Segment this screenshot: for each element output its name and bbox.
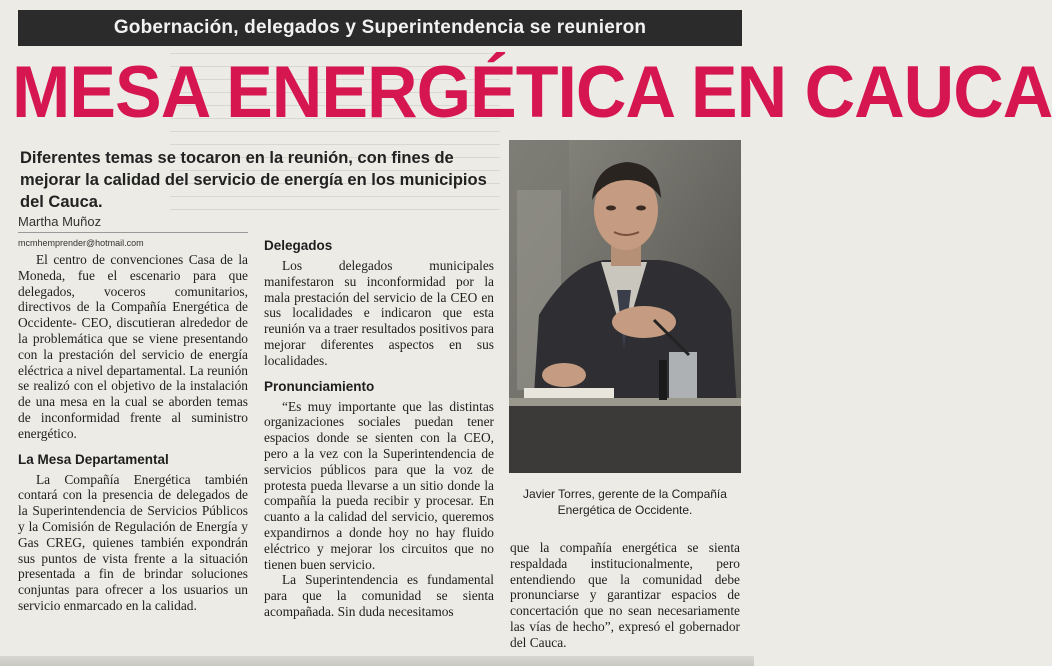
author-email: mcmhemprender@hotmail.com (18, 238, 144, 248)
article-paragraph: La Compañía Energética también contará con la presencia de delegados de la Superintendencia de Servicios Públicos y la Comisión de Regulación de Energía y Gas CREG, quienes también expondrán sus puntos de vista frente a la situación presentada a fin de brindar soluciones conjuntas para ofrecer a los usuarios un servicio enmarcado en la calidad. (18, 471, 248, 613)
page-bottom-edge (0, 656, 754, 666)
kicker-banner: Gobernación, delegados y Superintendencia se reunieron (18, 10, 742, 46)
article-paragraph: Los delegados municipales manifestaron su inconformidad por la mala prestación del servicio de la CEO en sus localidades e indicaron que esta reunión va a traer resultados positivos para mejorar diferentes aspectos en sus localidades. (264, 258, 494, 368)
article-column-3 (510, 540, 740, 651)
headline: MESA ENERGÉTICA EN CAUCA (12, 51, 1052, 133)
article-column-2 (264, 238, 494, 620)
article-paragraph: La Superintendencia es fundamental para que la comunidad se sienta acompañada. Sin duda necesitamos (264, 572, 494, 619)
subheading-pronunciamiento: Pronunciamiento (264, 378, 375, 394)
author-byline: Martha Muñoz (18, 214, 248, 233)
article-column-1 (18, 252, 248, 614)
photo-caption: Javier Torres, gerente de la Compañía Energética de Occidente. (523, 487, 727, 517)
lead-paragraph: Diferentes temas se tocaron en la reunión, con fines de mejorar la calidad del servicio de energía en los municipios del Cauca. (20, 149, 487, 211)
news-photo (509, 140, 741, 473)
article-paragraph: “Es muy importante que las distintas organizaciones sociales puedan tener espacios donde se sienten con la CEO, pero a la vez con la Superintendencia de servicios públicos para que la voz de protesta pueda llevarse a un sitio donde la compañía la pueda recibir y procesar. En cuanto a la calidad del servicio, queremos expandirnos a donde hoy no hay fluido eléctrico y mejorar los circuitos que no tienen buen servicio. (264, 398, 494, 572)
article-paragraph: El centro de convenciones Casa de la Moneda, fue el escenario para que delegados, voceros comunitarios, directivos de la Compañía Energética de Occidente- CEO, discutieran alrededor de la problemática que se viene presentando con la prestación del servicio de energía eléctrica a nivel departamental. La reunión se realizó con el objetivo de la instalación de una mesa en la cual se aborden temas de inconformidad frente al suministro energético. (18, 252, 248, 441)
subheading-mesa-departamental: La Mesa Departamental (18, 451, 169, 467)
photo-illustration (509, 140, 741, 473)
subheading-delegados: Delegados (264, 238, 333, 253)
article-paragraph: que la compañía energética se sienta respaldada institucionalmente, pero entendiendo que la comunidad debe pronunciarse y garantizar espacios de concertación que no sean necesariamente las vías de hecho”, expresó el gobernador del Cauca. (510, 540, 740, 650)
